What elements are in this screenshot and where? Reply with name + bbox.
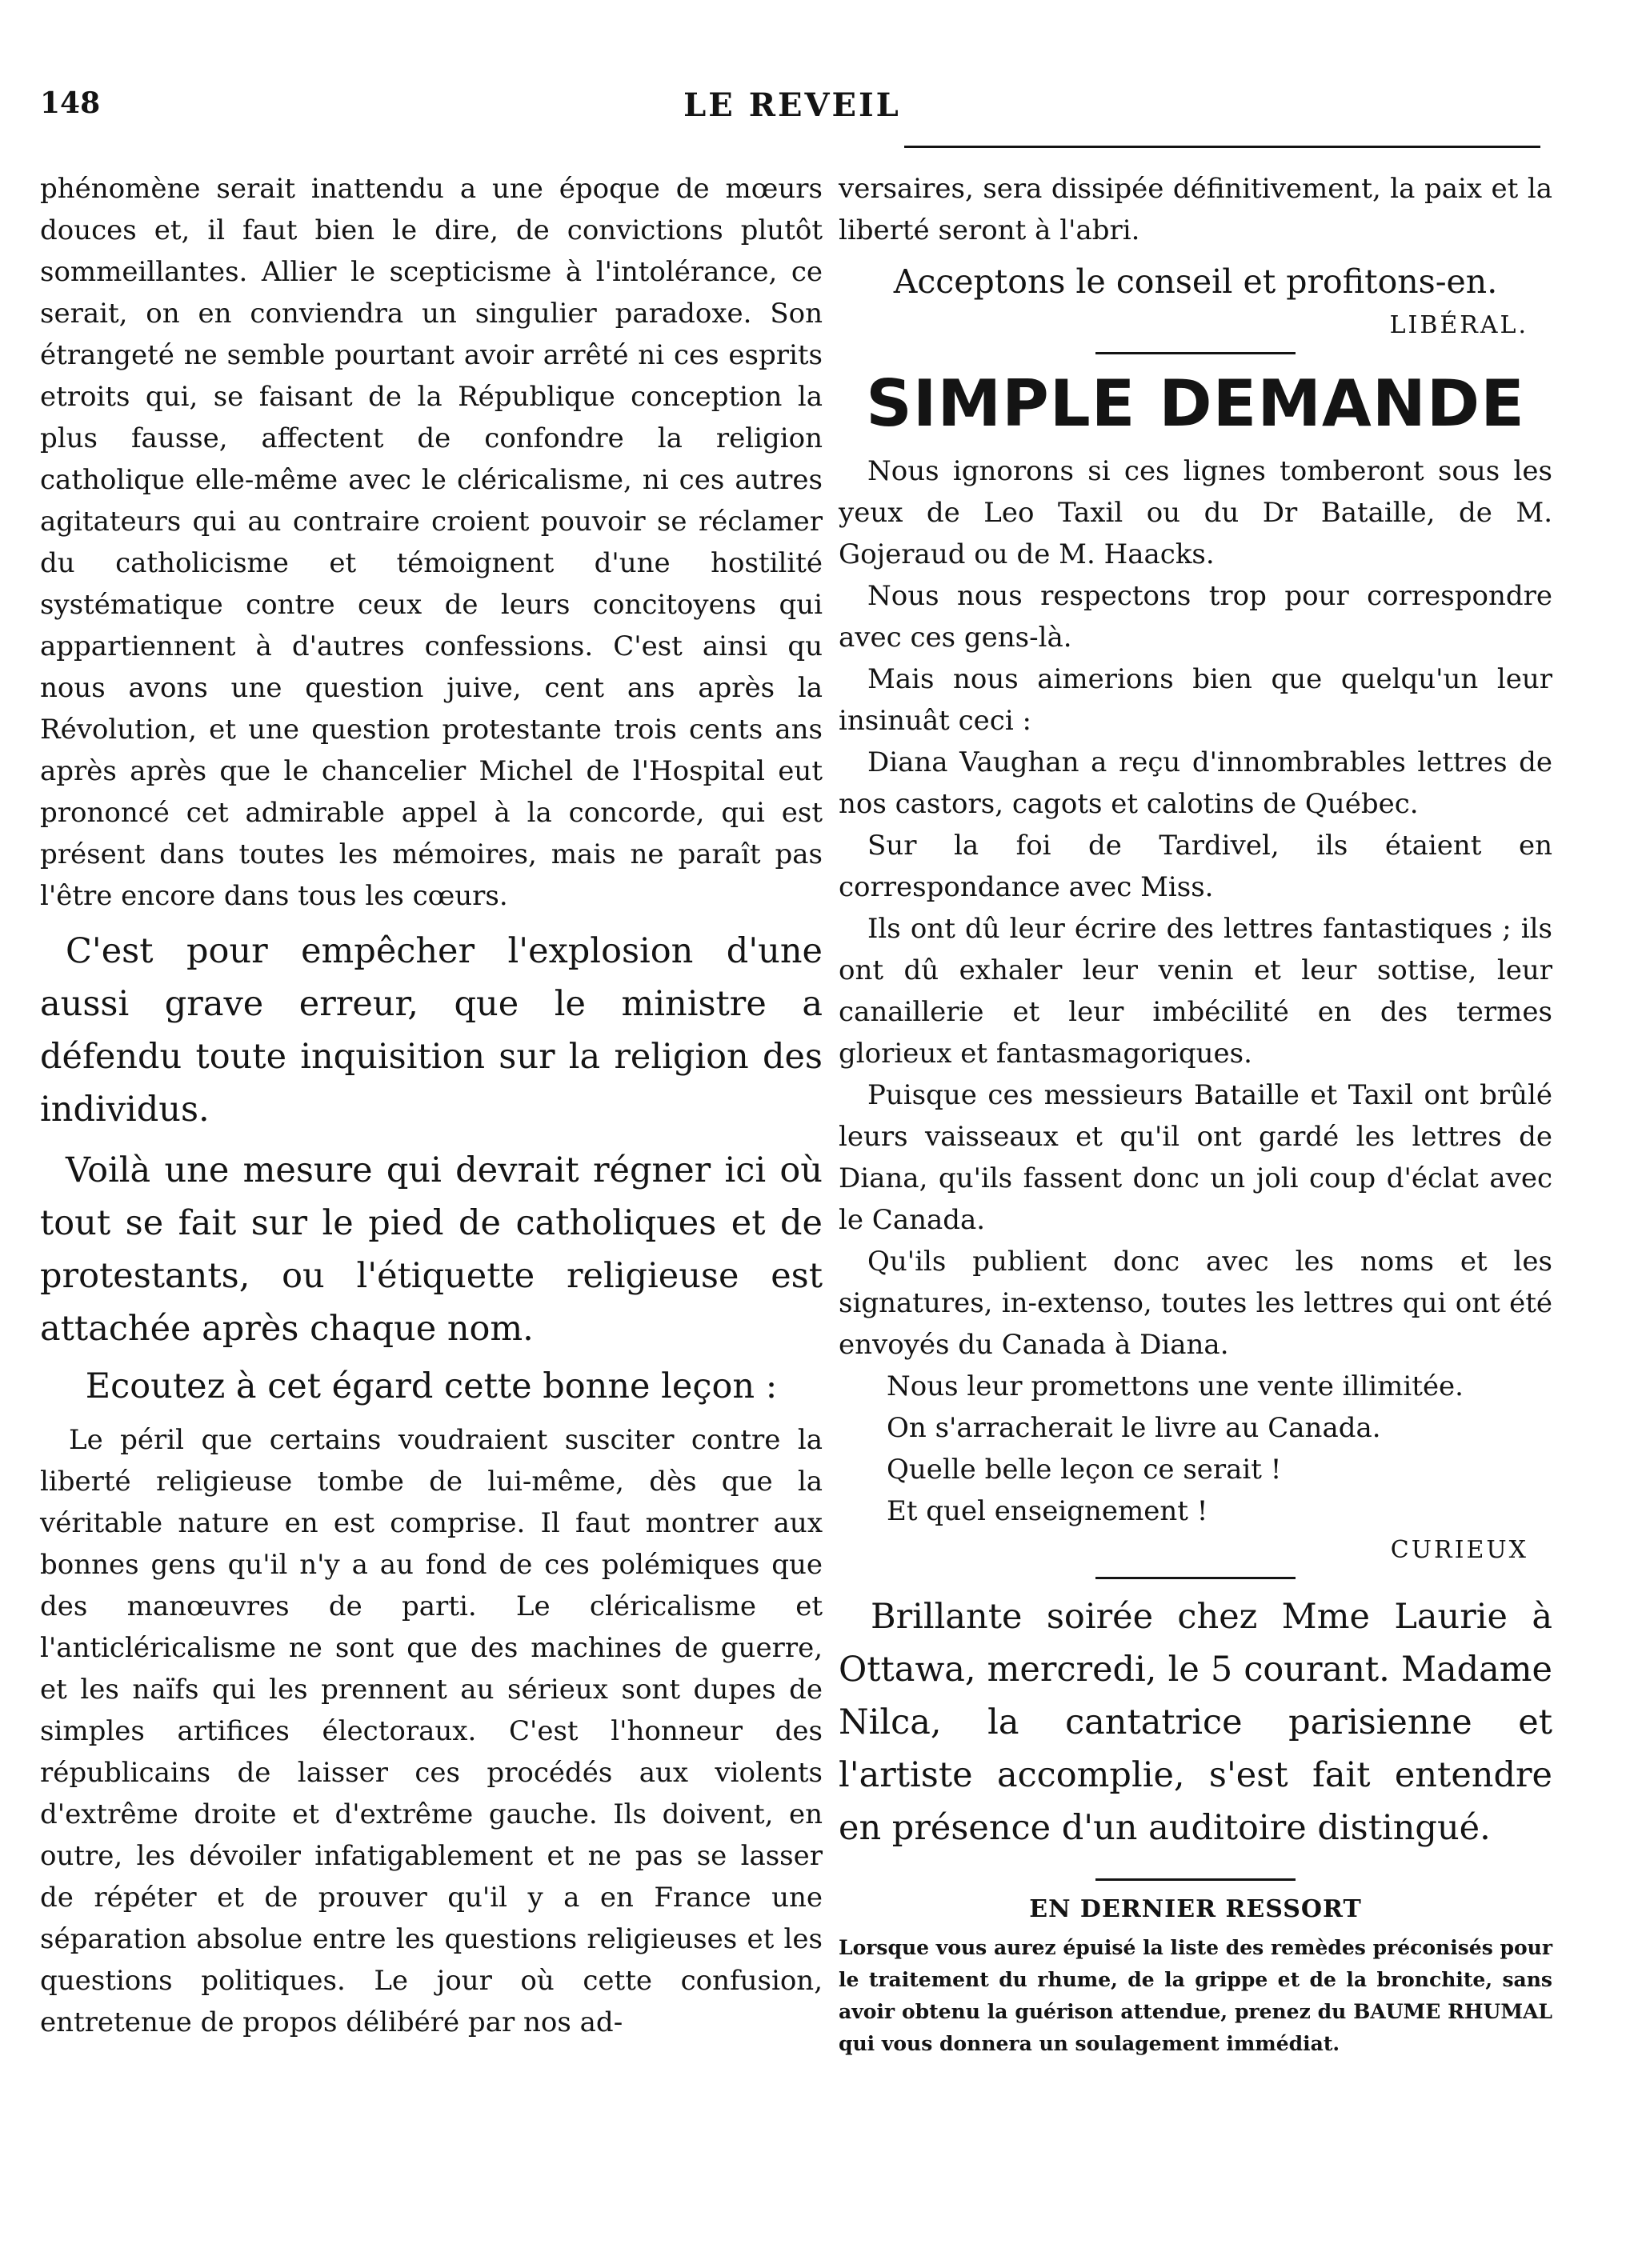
demande-paragraph: Sur la foi de Tardivel, ils étaient en correspondance avec Miss. bbox=[839, 830, 1552, 903]
left-column bbox=[40, 168, 823, 2043]
notice-heading: EN DERNIER RESSORT bbox=[1029, 1895, 1362, 1923]
separator-rule bbox=[1095, 1577, 1296, 1579]
advice-line: Acceptons le conseil et profitons-en. bbox=[893, 262, 1498, 301]
soiree-announcement: Brillante soirée chez Mme Laurie à Ottawa, mercredi, le 5 courant. Madame Nilca, la cantatrice parisienne et l'artiste accomplie, s'est fait entendre en présence d'un auditoire distingué. bbox=[839, 1597, 1552, 1848]
article-paragraph-large: Voilà une mesure qui devrait régner ici où tout se fait sur le pied de catholiques et de protestants, ou l'étiquette religieuse est attachée après chaque nom. bbox=[40, 1150, 823, 1349]
short-line: Et quel enseignement ! bbox=[887, 1495, 1208, 1527]
publication-title: LE REVEIL bbox=[683, 86, 901, 124]
demande-paragraph: Ils ont dû leur écrire des lettres fantastiques ; ils ont dû exhaler leur venin et leur sottise, leur canaillerie et leur imbécilité en des termes glorieux et fantasmagoriques. bbox=[839, 913, 1552, 1070]
demande-paragraph: Puisque ces messieurs Bataille et Taxil ont brûlé leurs vaisseaux et qu'il ont gardé les lettres de Diana, qu'ils fassent donc un joli coup d'éclat avec le Canada. bbox=[839, 1079, 1552, 1236]
demande-paragraph: Qu'ils publient donc avec les noms et les signatures, in-extenso, toutes les lettres qui ont été envoyés du Canada à Diana. bbox=[839, 1246, 1552, 1361]
short-line: Nous leur promettons une vente illimitée. bbox=[887, 1370, 1464, 1402]
separator-rule bbox=[1095, 1878, 1296, 1881]
section-heading: SIMPLE DEMANDE bbox=[866, 366, 1525, 441]
article-continuation: versaires, sera dissipée définitivement, la paix et la liberté seront à l'abri. bbox=[839, 173, 1552, 246]
quoted-paragraph: Le péril que certains voudraient susciter contre la liberté religieuse tombe de lui-même, dès que la véritable nature en est comprise. Il faut montrer aux bonnes gens qu'il n'y a au fond de ces polémiques que des manœuvres de parti. Le cléricalisme et l'anticléricalisme ne sont que des machines de guerre, et les naïfs qui les prennent au sérieux sont dupes de simples artifices électoraux. C'est l'honneur des républicains de laisser ces procédés aux violents d'extrême droite et d'extrême gauche. Ils doivent, en outre, les dévoiler infatigablement et ne pas se lasser de répéter et de prouver qu'il y a en France une séparation absolue entre les questions religieuses et les questions politiques. Le jour où cette confusion, entretenue de propos délibéré par nos ad- bbox=[40, 1424, 823, 2038]
demande-paragraph: Diana Vaughan a reçu d'innombrables lettres de nos castors, cagots et calotins de Québec. bbox=[839, 746, 1552, 820]
short-line: On s'arracherait le livre au Canada. bbox=[887, 1412, 1381, 1444]
article-paragraph-large: C'est pour empêcher l'explosion d'une aussi grave erreur, que le ministre a défendu toute inquisition sur la religion des individus. bbox=[40, 931, 823, 1130]
article-paragraph: phénomène serait inattendu a une époque de mœurs douces et, il faut bien le dire, de convictions plutôt sommeillantes. Allier le scepticisme à l'intolérance, ce serait, on en conviendra un singulier paradoxe. Son étrangeté ne semble pourtant avoir arrêté ni ces esprits etroits qui, se faisant de la République conception la plus fausse, affectent de confondre la religion catholique elle-même avec le cléricalisme, ni ces autres agitateurs qui au contraire croient pouvoir se réclamer du catholicisme et témoignent d'une hostilité systématique contre ceux de leurs concitoyens qui appartiennent à d'autres confessions. C'est ainsi qu nous avons une question juive, cent ans après la Révolution, et une question protestante trois cents ans après après que le chancelier Michel de l'Hospital eut prononcé cet admirable appel à la concorde, qui est présent dans toutes les mémoires, mais ne paraît pas l'être encore dans tous les cœurs. bbox=[40, 173, 823, 912]
header-rule bbox=[904, 146, 1540, 148]
demande-paragraph: Mais nous aimerions bien que quelqu'un leur insinuât ceci : bbox=[839, 663, 1552, 737]
separator-rule bbox=[1095, 352, 1296, 354]
short-line: Quelle belle leçon ce serait ! bbox=[887, 1454, 1282, 1486]
demande-paragraph: Nous ignorons si ces lignes tomberont sous les yeux de Leo Taxil ou du Dr Bataille, de M. Gojeraud ou de M. Haacks. bbox=[839, 455, 1552, 570]
notice-text: Lorsque vous aurez épuisé la liste des remèdes préconisés pour le traitement du rhume, de la grippe et de la bronchite, sans avoir obtenu la guérison attendue, prenez du BAUME RHUMAL qui vous donnera un soulagement immédiat. bbox=[839, 1936, 1552, 2055]
demande-paragraph: Nous nous respectons trop pour correspondre avec ces gens-là. bbox=[839, 580, 1552, 654]
article-lead-in: Ecoutez à cet égard cette bonne leçon : bbox=[85, 1366, 778, 1406]
page-number: 148 bbox=[40, 86, 101, 120]
right-column bbox=[839, 168, 1552, 2060]
page-header bbox=[40, 86, 1544, 134]
signature-liberal: LIBÉRAL. bbox=[1389, 311, 1528, 339]
signature-curieux: CURIEUX bbox=[1390, 1536, 1528, 1564]
